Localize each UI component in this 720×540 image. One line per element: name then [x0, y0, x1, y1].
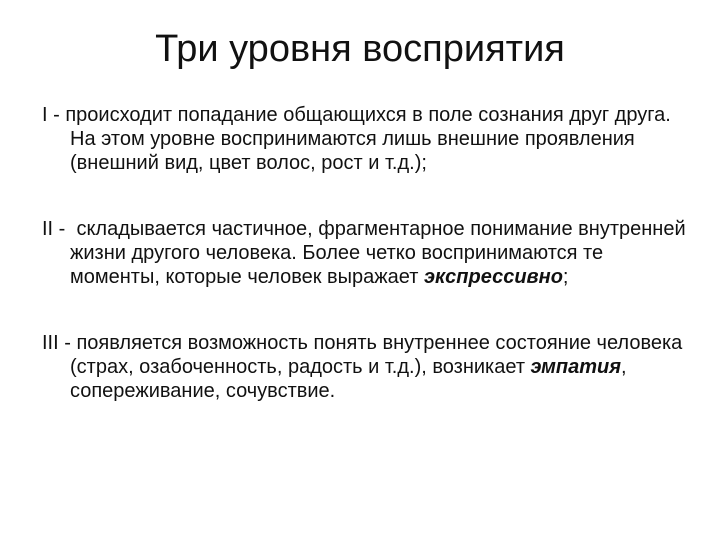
levels-list: [42, 103, 692, 403]
level-2-emphasis: экспрессивно: [423, 266, 563, 288]
slide-title: Три уровня восприятия: [155, 28, 565, 70]
level-3-number: III -: [42, 332, 77, 354]
level-1-item: [42, 103, 692, 175]
level-3-text: появляется возможность понять внутреннее состояние человека (страх, озабоченность, радость и т.д.), возникает: [70, 332, 683, 378]
level-2-text-end: ;: [562, 266, 569, 288]
level-2-text: складывается частичное, фрагментарное понимание внутренней жизни другого человека. Более четко воспринимаются те моменты, которые человек выражает: [70, 218, 686, 288]
level-2-number: II -: [42, 218, 77, 240]
level-3-emphasis: эмпатия: [530, 356, 621, 378]
level-2-item: [42, 217, 692, 289]
level-3-text-end: , сопереживание, сочувствие.: [70, 356, 627, 402]
level-1-text: происходит попадание общающихся в поле сознания друг друга. На этом уровне воспринимаются лишь внешние проявления (внешний вид, цвет волос, рост и т.д.);: [65, 104, 671, 174]
level-1-number: I -: [42, 104, 66, 126]
level-3-item: [42, 331, 692, 403]
